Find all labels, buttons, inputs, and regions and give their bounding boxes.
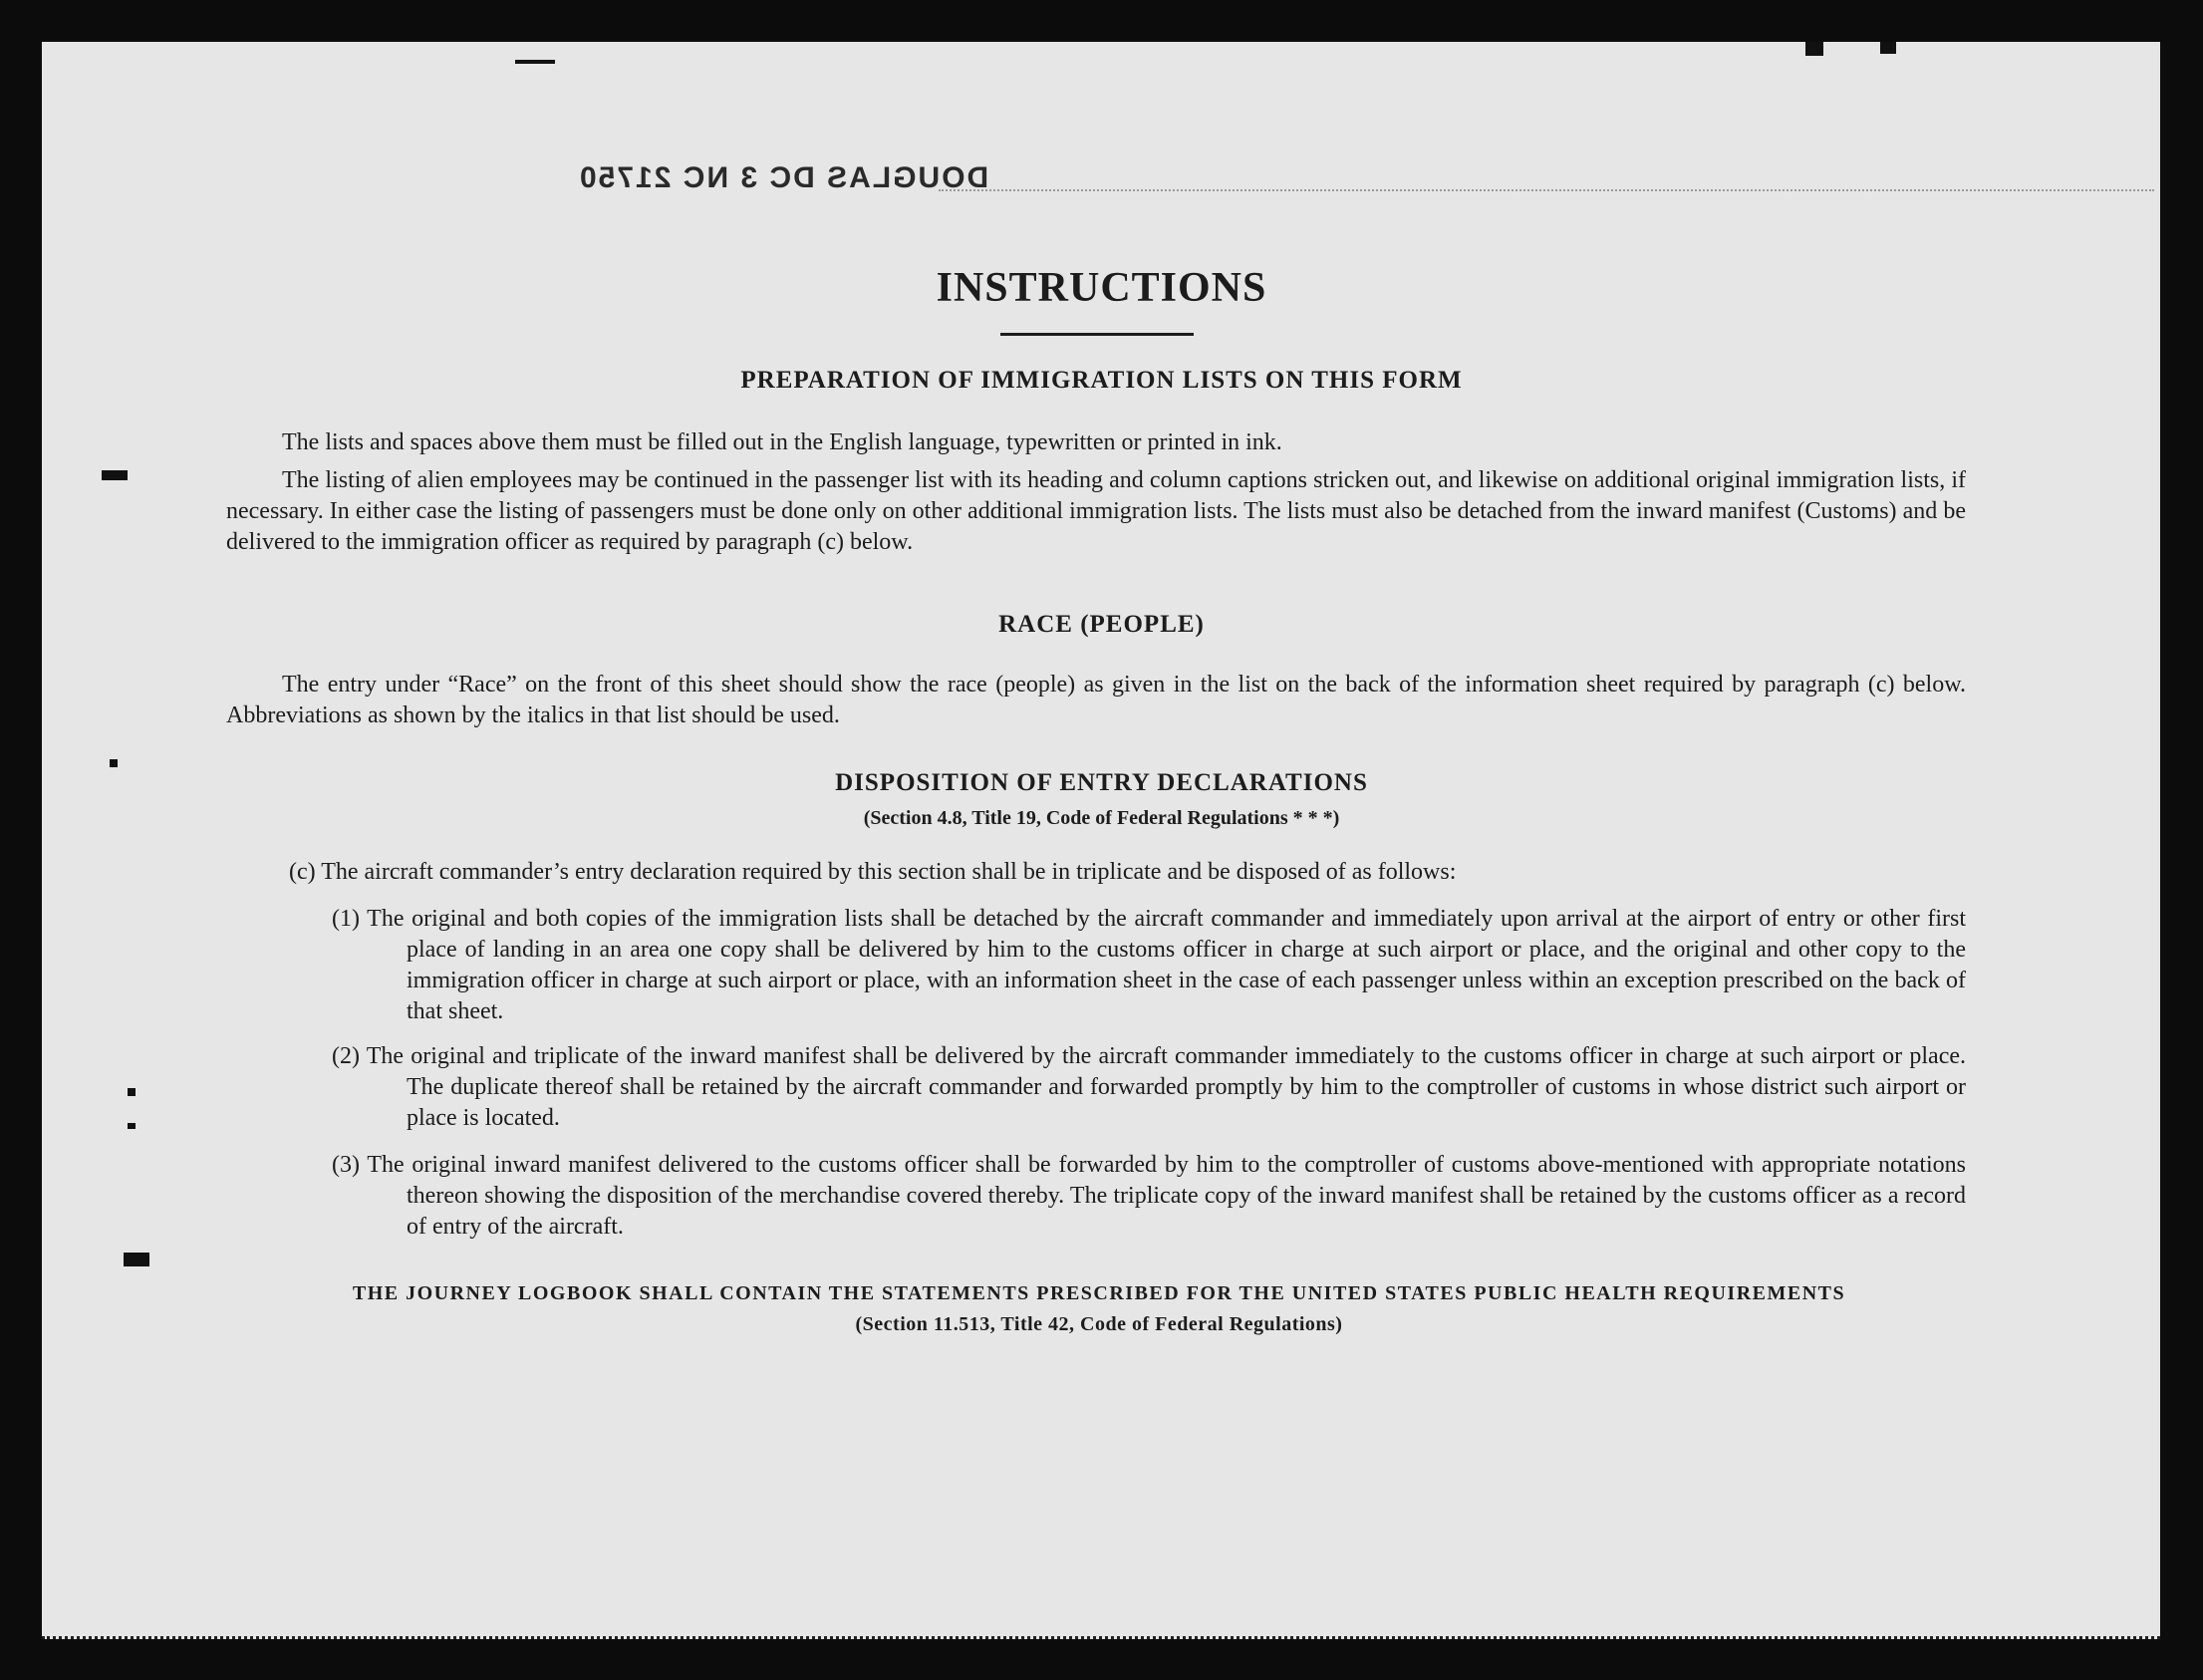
margin-mark [128, 1123, 136, 1129]
edge-mark [1880, 42, 1896, 54]
margin-mark [102, 470, 128, 480]
edge-mark [1805, 42, 1823, 56]
footer-citation: (Section 11.513, Title 42, Code of Federal Regulations) [855, 1313, 1343, 1335]
paragraph-preparation-2: The listing of alien employees may be continued in the passenger list with its heading and column captions stricken out, and likewise on additional original immigration lists, if necessary. In either case the listing of passengers must be done only on other additional immigration lists. The lists must also be detached from the inward manifest (Customs) and be delivered to the immigration officer as required by paragraph (c) below. [226, 467, 1966, 555]
footer-statement: THE JOURNEY LOGBOOK SHALL CONTAIN THE STATEMENTS PRESCRIBED FOR THE UNITED STATES PUBLIC HEALTH REQUIREMENTS [352, 1282, 1846, 1304]
title-underline [1000, 333, 1194, 336]
margin-mark [124, 1253, 149, 1266]
bleed-through-line [939, 189, 2154, 191]
margin-mark [110, 759, 118, 767]
disposition-item-2: (2) The original and triplicate of the inward manifest shall be delivered by the aircraft commander immediately to the customs officer in charge at such airport or place. The duplicate thereof shall be retained by the aircraft commander and forwarded promptly by him to the comptroller of customs in whose district such airport or place is located. [332, 1043, 1966, 1131]
disposition-item-1: (1) The original and both copies of the immigration lists shall be detached by the aircraft commander and immediately upon arrival at the airport of entry or other first place of landing in an area one copy shall be delivered by him to the customs officer in charge at such airport or place, and the original and other copy to the immigration officer in charge at such airport or place, with an information sheet in the case of each passenger unless within an exception prescribed on the back of that sheet. [332, 906, 1966, 1024]
paragraph-preparation-1: The lists and spaces above them must be filled out in the English language, typewritten or printed in ink. [282, 429, 1282, 455]
disposition-intro: (c) The aircraft commander’s entry declaration required by this section shall be in triplicate and be disposed of as follows: [289, 859, 1457, 885]
section-heading-race: RACE (PEOPLE) [998, 611, 1205, 638]
mirrored-stamp: DOUGLAS DC 3 NC 21750 [578, 161, 989, 194]
section-heading-preparation: PREPARATION OF IMMIGRATION LISTS ON THIS FORM [740, 367, 1463, 394]
paragraph-race: The entry under “Race” on the front of this sheet should show the race (people) as given in the list on the back of the information sheet required by paragraph (c) below. Abbreviations as shown by the italics in that list should be used. [226, 672, 1966, 728]
margin-mark [128, 1088, 136, 1096]
disposition-citation: (Section 4.8, Title 19, Code of Federal Regulations * * *) [863, 807, 1340, 829]
page-title: INSTRUCTIONS [936, 265, 1267, 311]
disposition-item-3: (3) The original inward manifest delivered to the customs officer shall be forwarded by him to the comptroller of customs above-mentioned with appropriate notations thereon showing the disposition of the merchandise covered thereby. The triplicate copy of the inward manifest shall be retained by the customs officer as a record of entry of the aircraft. [332, 1152, 1966, 1240]
edge-mark [515, 60, 555, 64]
section-heading-disposition: DISPOSITION OF ENTRY DECLARATIONS [835, 769, 1368, 796]
